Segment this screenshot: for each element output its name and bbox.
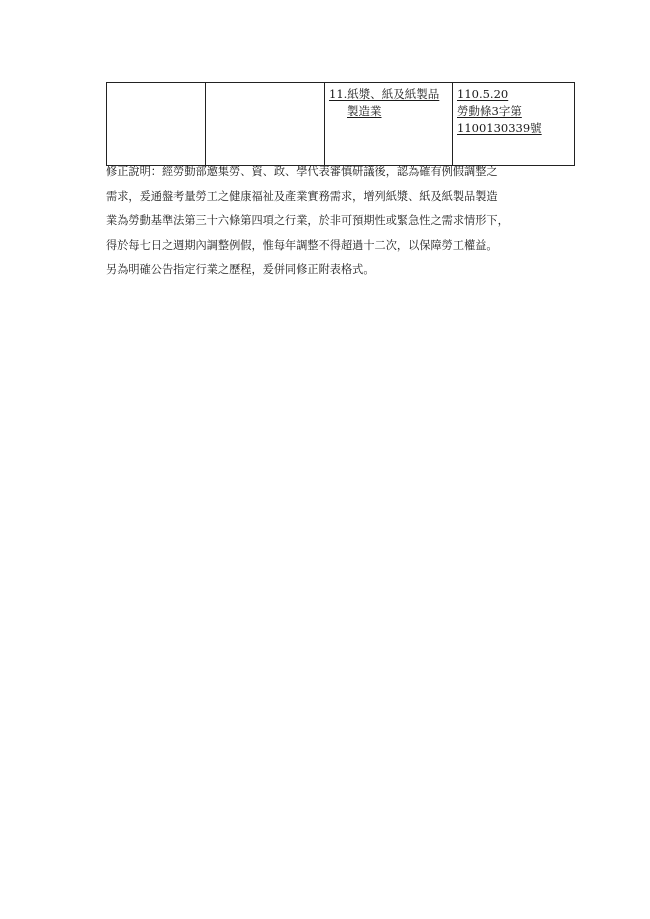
explanation-line: 得於每七日之週期內調整例假，惟每年調整不得超過十二次，以保障勞工權益。 xyxy=(106,238,498,252)
table-cell-industry xyxy=(325,83,453,166)
explanation-line: 修正說明：經勞動部邀集勞、資、政、學代表審慎研議後，認為確有例假調整之 xyxy=(106,165,498,178)
table-cell-empty-2 xyxy=(206,83,325,166)
table-cell-empty-1 xyxy=(107,83,206,166)
table-cell-reference xyxy=(453,83,575,166)
explanation-line: 需求，爰通盤考量勞工之健康福祉及產業實務需求，增列紙漿、紙及紙製品製造 xyxy=(106,189,498,203)
explanation-line: 另為明確公告指定行業之歷程，爰併同修正附表格式。 xyxy=(106,263,375,277)
industry-name-line-2: 製造業 xyxy=(347,104,382,118)
reference-date: 110.5.20 xyxy=(457,87,509,101)
table-row xyxy=(107,83,575,166)
reference-document-prefix: 勞動條3字第 xyxy=(457,104,522,118)
industry-name-line-1: 11.紙漿、紙及紙製品 xyxy=(329,87,440,101)
amendment-explanation xyxy=(106,160,551,283)
industry-table xyxy=(106,82,575,166)
industry-name-line-2-wrap xyxy=(329,103,448,120)
reference-document-number: 1100130339號 xyxy=(457,121,542,135)
explanation-line: 業為勞動基準法第三十六條第四項之行業，於非可預期性或緊急性之需求情形下， xyxy=(106,214,509,228)
